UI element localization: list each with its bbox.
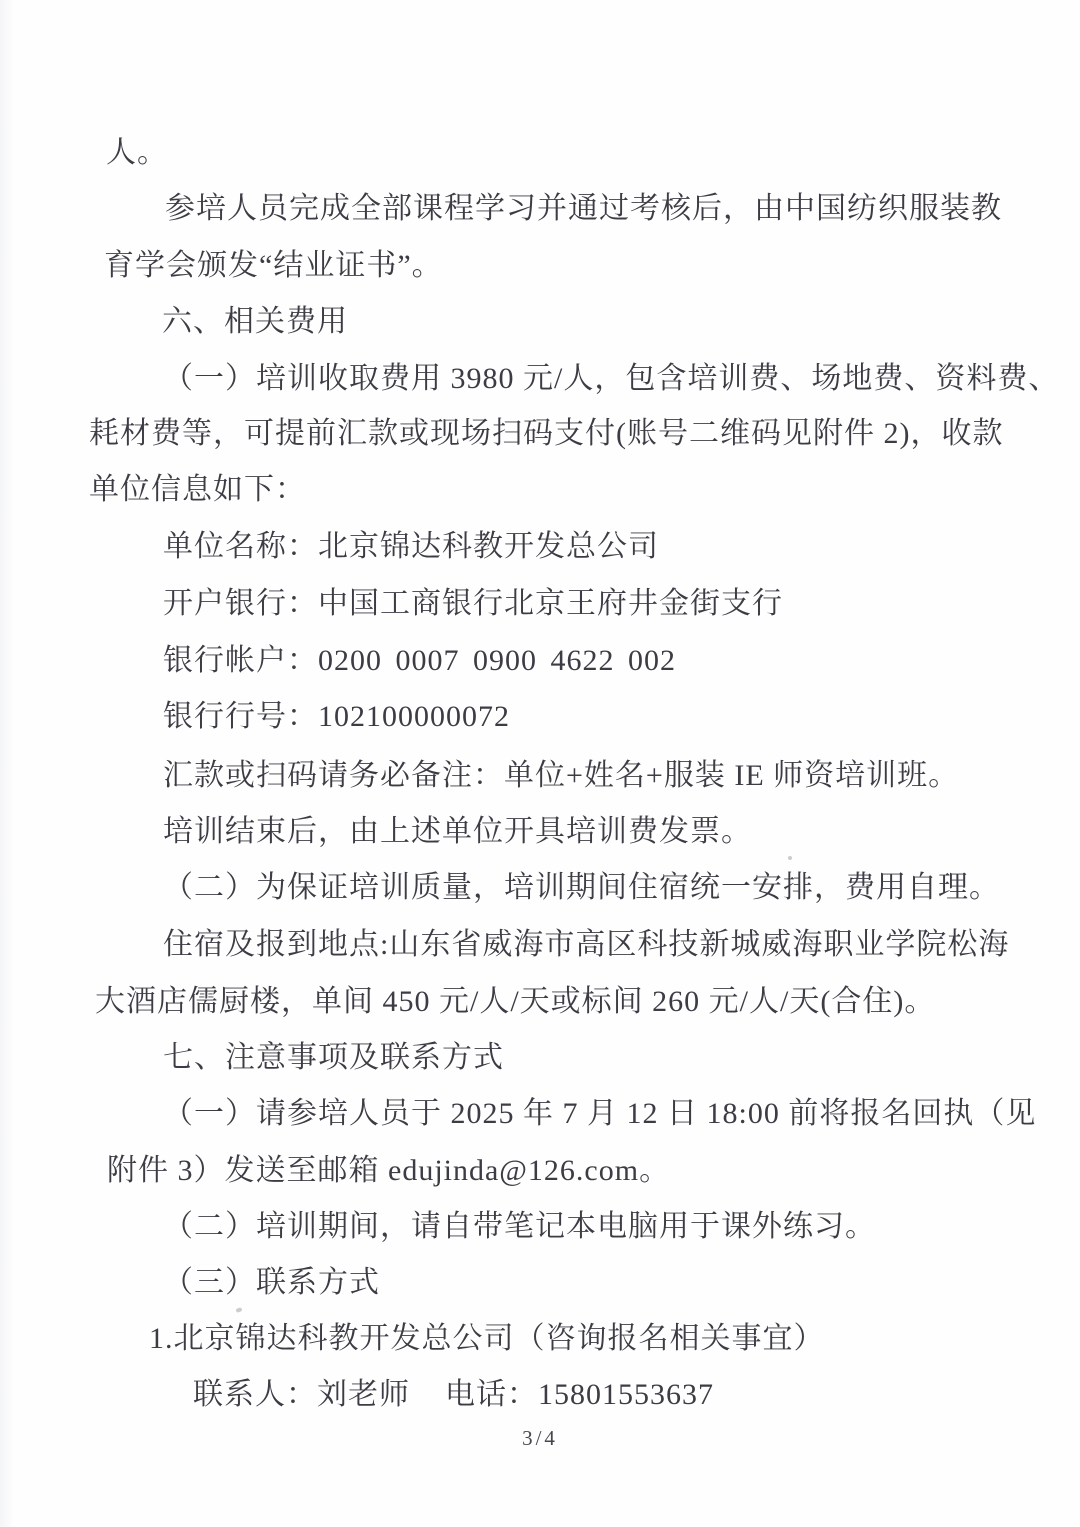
scan-speck — [788, 856, 792, 860]
para-accommodation-2: 住宿及报到地点:山东省威海市高区科技新城威海职业学院松海 — [163, 928, 1010, 961]
para-registration-email: 附件 3）发送至邮箱 edujinda@126.com。 — [107, 1154, 671, 1187]
heading-section-6-fees: 六、相关费用 — [162, 305, 348, 338]
line-bank-name: 开户银行：中国工商银行北京王府井金街支行 — [163, 587, 783, 620]
para-fee-line-3: 单位信息如下： — [89, 473, 306, 506]
heading-contact-method: （三）联系方式 — [163, 1266, 380, 1299]
para-registration-1: （一）请参培人员于 2025 年 7 月 12 日 18:00 前将报名回执（见 — [163, 1097, 1037, 1130]
para-fee-line-2: 耗材费等，可提前汇款或现场扫码支付(账号二维码见附件 2)，收款 — [89, 417, 1004, 450]
para-tail-person-count: 人。 — [106, 136, 168, 169]
para-fee-line-1: （一）培训收取费用 3980 元/人，包含培训费、场地费、资料费、 — [163, 362, 1060, 395]
para-certificate-1: 参培人员完成全部课程学习并通过考核后，由中国纺织服装教 — [165, 192, 1002, 225]
line-bank-branch-number: 银行行号：102100000072 — [163, 700, 510, 733]
scan-speck — [235, 1307, 242, 1313]
line-remit-memo-note: 汇款或扫码请务必备注：单位+姓名+服装 IE 师资培训班。 — [163, 759, 960, 792]
para-accommodation-3: 大酒店儒厨楼，单间 450 元/人/天或标间 260 元/人/天(合住)。 — [95, 985, 936, 1018]
line-contact-phone: 电话：15801553637 — [445, 1378, 714, 1411]
para-certificate-2: 育学会颁发“结业证书”。 — [104, 249, 443, 282]
para-laptop-note: （二）培训期间，请自带笔记本电脑用于课外练习。 — [163, 1210, 876, 1243]
line-invoice-note: 培训结束后，由上述单位开具培训费发票。 — [163, 815, 752, 848]
line-contact-person: 联系人：刘老师 — [193, 1378, 410, 1411]
para-accommodation-1: （二）为保证培训质量，培训期间住宿统一安排，费用自理。 — [163, 871, 1000, 904]
line-company-inquiry: 1.北京锦达科教开发总公司（咨询报名相关事宜） — [149, 1322, 825, 1355]
line-bank-account: 银行帐户：0200 0007 0900 4622 002 — [163, 644, 676, 677]
heading-section-7-notes: 七、注意事项及联系方式 — [163, 1041, 504, 1074]
scan-edge-shadow — [0, 0, 14, 1527]
page-number: 3/4 — [522, 1426, 558, 1450]
line-payee-unit-name: 单位名称：北京锦达科教开发总公司 — [163, 530, 659, 563]
